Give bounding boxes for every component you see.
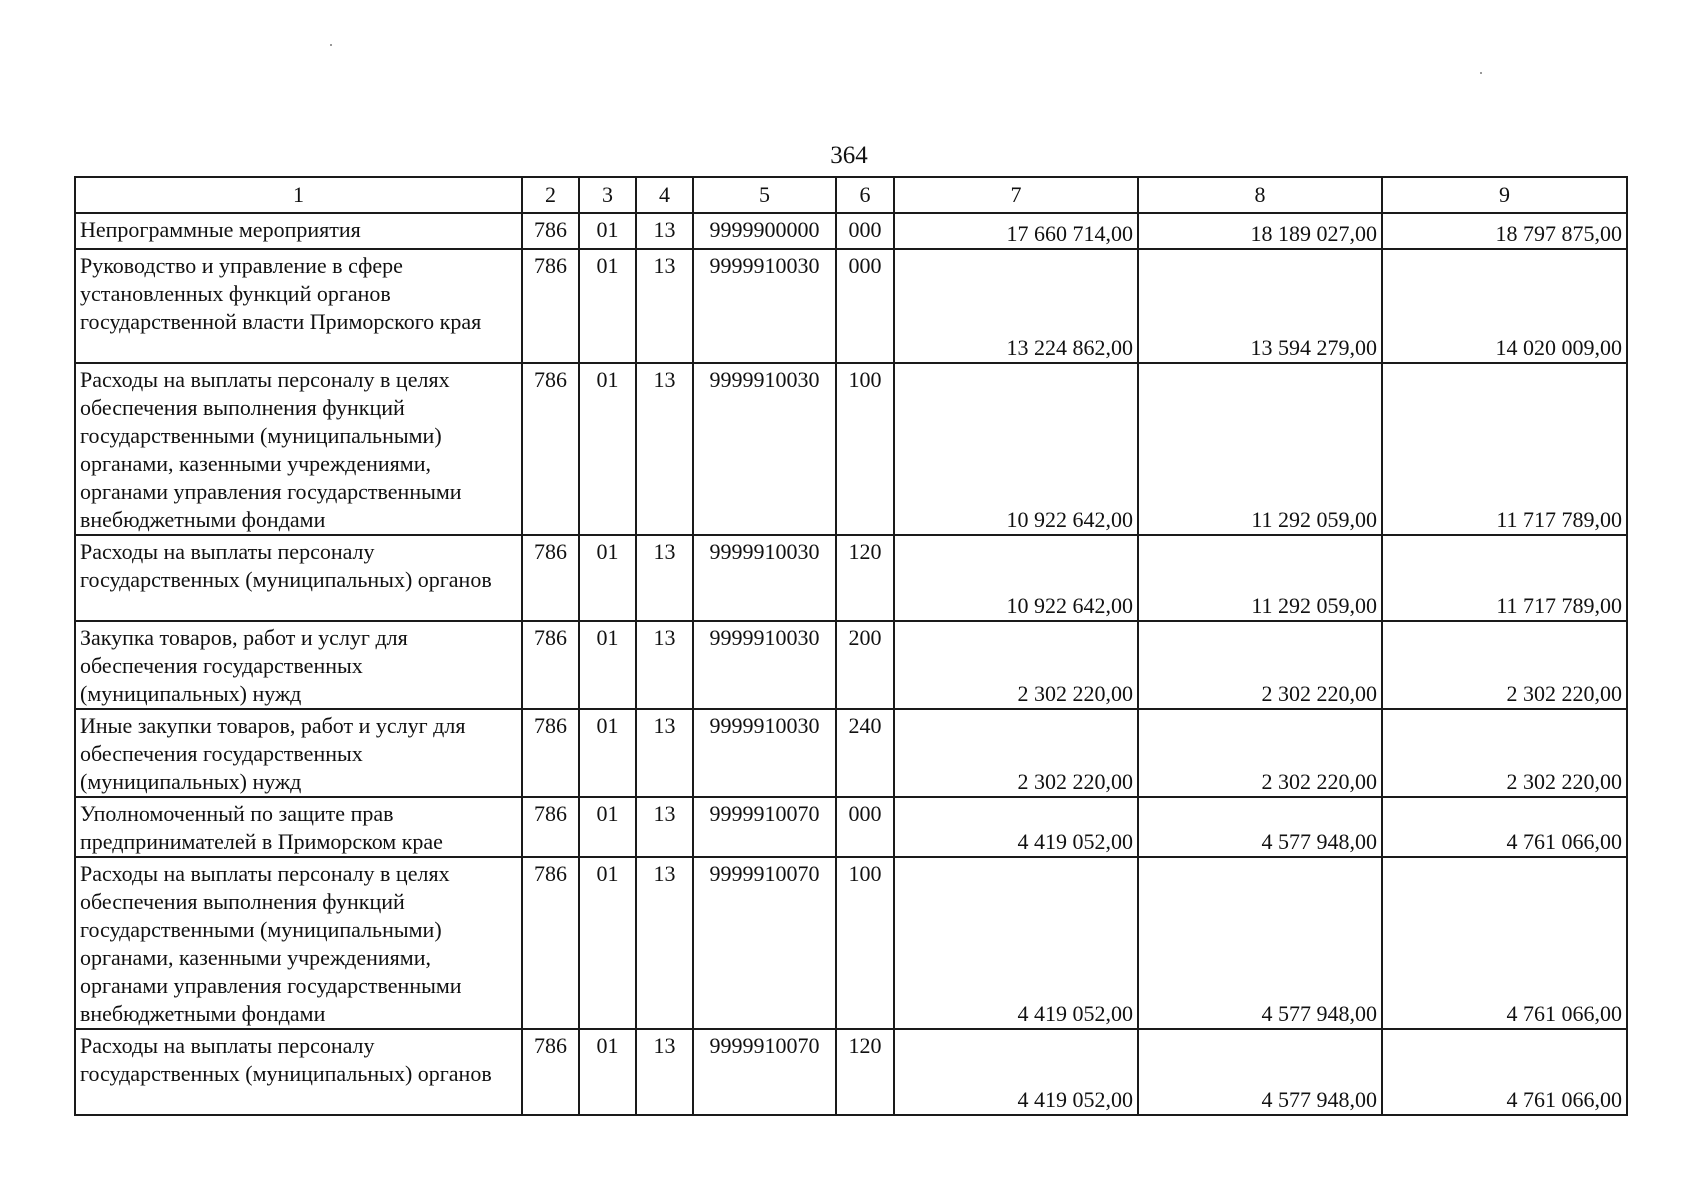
amount-8: 2 302 220,00 [1138, 621, 1382, 709]
code-6: 120 [836, 535, 894, 621]
code-3: 01 [579, 535, 636, 621]
code-2: 786 [522, 1029, 579, 1115]
code-3: 01 [579, 709, 636, 797]
code-6: 000 [836, 249, 894, 363]
amount-7: 17 660 714,00 [894, 213, 1138, 249]
code-5: 9999910030 [693, 709, 836, 797]
code-5: 9999910070 [693, 1029, 836, 1115]
amount-9: 4 761 066,00 [1382, 857, 1627, 1029]
code-2: 786 [522, 363, 579, 535]
amount-7: 2 302 220,00 [894, 621, 1138, 709]
code-6: 240 [836, 709, 894, 797]
table-row [75, 535, 1627, 621]
amount-7: 10 922 642,00 [894, 535, 1138, 621]
amount-7: 4 419 052,00 [894, 857, 1138, 1029]
row-name: Расходы на выплаты персоналу государственных (муниципальных) органов [75, 1029, 522, 1115]
amount-9: 2 302 220,00 [1382, 709, 1627, 797]
code-4: 13 [636, 857, 693, 1029]
table-row [75, 363, 1627, 535]
code-3: 01 [579, 857, 636, 1029]
column-header: 9 [1382, 177, 1627, 213]
code-5: 9999910070 [693, 857, 836, 1029]
row-name: Уполномоченный по защите прав предпринимателей в Приморском крае [75, 797, 522, 857]
code-6: 000 [836, 797, 894, 857]
amount-7: 4 419 052,00 [894, 797, 1138, 857]
code-4: 13 [636, 797, 693, 857]
amount-8: 4 577 948,00 [1138, 1029, 1382, 1115]
table-row [75, 213, 1627, 249]
amount-7: 13 224 862,00 [894, 249, 1138, 363]
code-2: 786 [522, 621, 579, 709]
column-header: 3 [579, 177, 636, 213]
table-row [75, 709, 1627, 797]
budget-table [74, 176, 1628, 1116]
column-header: 1 [75, 177, 522, 213]
code-4: 13 [636, 213, 693, 249]
amount-9: 11 717 789,00 [1382, 535, 1627, 621]
code-6: 120 [836, 1029, 894, 1115]
amount-8: 11 292 059,00 [1138, 363, 1382, 535]
code-4: 13 [636, 363, 693, 535]
code-5: 9999910030 [693, 249, 836, 363]
row-name: Расходы на выплаты персоналу государственных (муниципальных) органов [75, 535, 522, 621]
row-name: Иные закупки товаров, работ и услуг для обеспечения государственных (муниципальных) нужд [75, 709, 522, 797]
header-row [75, 177, 1627, 213]
page-number: 364 [830, 142, 868, 169]
code-2: 786 [522, 709, 579, 797]
code-3: 01 [579, 621, 636, 709]
code-5: 9999910030 [693, 621, 836, 709]
column-header: 6 [836, 177, 894, 213]
column-header: 8 [1138, 177, 1382, 213]
row-name: Расходы на выплаты персоналу в целях обеспечения выполнения функций государственными (муниципальными) органами, казенными учреждениями, органами управления государственными внебюджетными фондами [75, 363, 522, 535]
code-4: 13 [636, 621, 693, 709]
code-3: 01 [579, 363, 636, 535]
column-header: 7 [894, 177, 1138, 213]
table-row [75, 249, 1627, 363]
row-name: Руководство и управление в сфере установленных функций органов государственной власти Приморского края [75, 249, 522, 363]
scan-speck [330, 44, 332, 46]
code-5: 9999910070 [693, 797, 836, 857]
amount-7: 2 302 220,00 [894, 709, 1138, 797]
code-4: 13 [636, 1029, 693, 1115]
amount-9: 4 761 066,00 [1382, 797, 1627, 857]
code-6: 100 [836, 363, 894, 535]
amount-7: 10 922 642,00 [894, 363, 1138, 535]
amount-7: 4 419 052,00 [894, 1029, 1138, 1115]
code-5: 9999910030 [693, 535, 836, 621]
table-row [75, 857, 1627, 1029]
table-row [75, 1029, 1627, 1115]
column-header: 5 [693, 177, 836, 213]
amount-9: 11 717 789,00 [1382, 363, 1627, 535]
row-name: Закупка товаров, работ и услуг для обеспечения государственных (муниципальных) нужд [75, 621, 522, 709]
amount-8: 18 189 027,00 [1138, 213, 1382, 249]
code-6: 200 [836, 621, 894, 709]
code-3: 01 [579, 797, 636, 857]
code-2: 786 [522, 857, 579, 1029]
code-2: 786 [522, 535, 579, 621]
amount-9: 14 020 009,00 [1382, 249, 1627, 363]
amount-8: 13 594 279,00 [1138, 249, 1382, 363]
code-5: 9999900000 [693, 213, 836, 249]
column-header: 4 [636, 177, 693, 213]
amount-9: 18 797 875,00 [1382, 213, 1627, 249]
amount-8: 4 577 948,00 [1138, 857, 1382, 1029]
code-2: 786 [522, 213, 579, 249]
code-3: 01 [579, 213, 636, 249]
amount-8: 4 577 948,00 [1138, 797, 1382, 857]
amount-8: 11 292 059,00 [1138, 535, 1382, 621]
row-name: Расходы на выплаты персоналу в целях обеспечения выполнения функций государственными (муниципальными) органами, казенными учреждениями, органами управления государственными внебюджетными фондами [75, 857, 522, 1029]
code-5: 9999910030 [693, 363, 836, 535]
code-3: 01 [579, 1029, 636, 1115]
code-4: 13 [636, 709, 693, 797]
amount-9: 4 761 066,00 [1382, 1029, 1627, 1115]
amount-8: 2 302 220,00 [1138, 709, 1382, 797]
code-2: 786 [522, 797, 579, 857]
code-6: 100 [836, 857, 894, 1029]
code-2: 786 [522, 249, 579, 363]
column-header: 2 [522, 177, 579, 213]
table-row [75, 621, 1627, 709]
amount-9: 2 302 220,00 [1382, 621, 1627, 709]
code-6: 000 [836, 213, 894, 249]
scan-speck [1480, 72, 1482, 74]
code-3: 01 [579, 249, 636, 363]
row-name: Непрограммные мероприятия [75, 213, 522, 249]
code-4: 13 [636, 535, 693, 621]
code-4: 13 [636, 249, 693, 363]
table-row [75, 797, 1627, 857]
